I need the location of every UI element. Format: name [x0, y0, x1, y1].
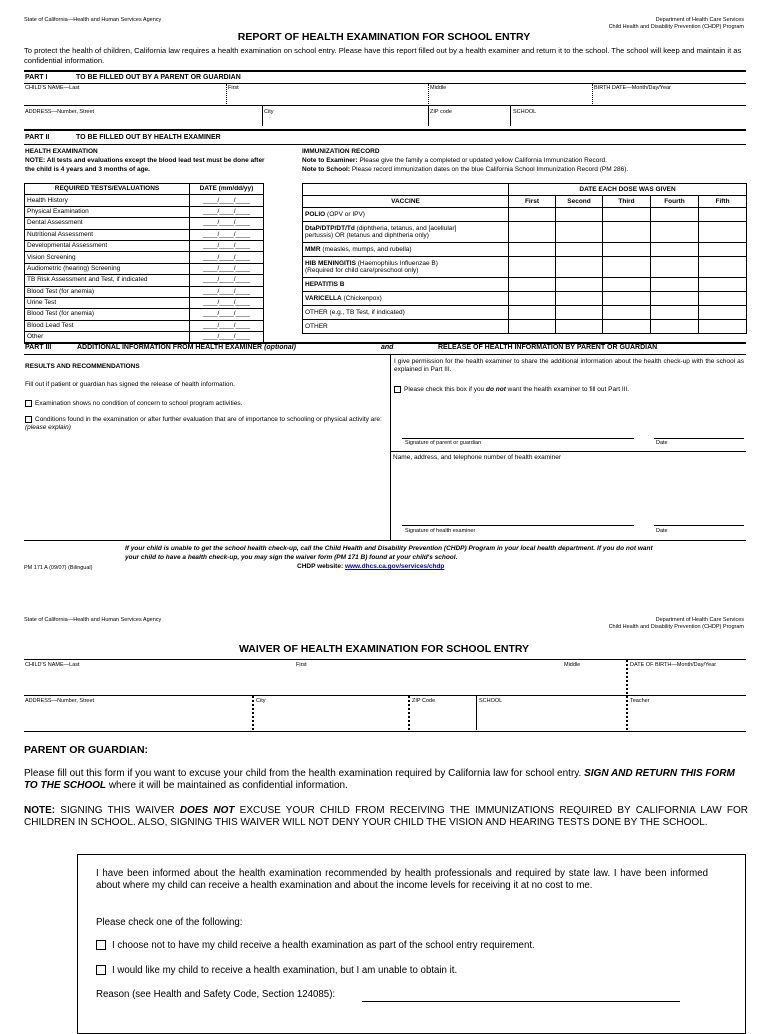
checkbox[interactable] — [96, 940, 106, 950]
test-date-field[interactable]: ____/____/____ — [190, 240, 264, 251]
w-field-first[interactable]: First — [296, 662, 307, 668]
dose-date-cell[interactable] — [509, 222, 556, 243]
dose-date-cell[interactable] — [556, 243, 603, 257]
dose-date-cell[interactable] — [651, 278, 699, 292]
test-date-field[interactable]: ____/____/____ — [190, 309, 264, 320]
date-col-header: DATE (mm/dd/yy) — [190, 184, 264, 195]
checkbox[interactable] — [394, 386, 401, 393]
test-name: Blood Test (for anemia) — [25, 309, 190, 320]
part3-release-title: RELEASE OF HEALTH INFORMATION BY PARENT OR GUARDIAN — [438, 344, 658, 351]
dose-date-cell[interactable] — [556, 208, 603, 222]
test-date-field[interactable]: ____/____/____ — [190, 229, 264, 240]
form2-agency-right-1: Department of Health Care Services — [655, 617, 744, 623]
chdp-website: CHDP website: www.dhcs.ca.gov/services/chdp — [297, 563, 445, 570]
waiver-box-para: I have been informed about the health examination recommended by health professionals and required by state law. I have been informed about where my child can receive a health examination and about the income levels for receiving it at no cost to me. — [96, 868, 708, 891]
test-date-field[interactable]: ____/____/____ — [190, 195, 264, 206]
dose-header: First — [509, 196, 556, 208]
immunization-heading: IMMUNIZATION RECORD — [302, 148, 380, 155]
test-date-field[interactable]: ____/____/____ — [190, 263, 264, 274]
vaccine-row — [303, 292, 747, 306]
waiver-note: NOTE: SIGNING THIS WAIVER DOES NOT EXCUSE YOUR CHILD FROM RECEIVING THE IMMUNIZATIONS REQUIRED BY CALIFORNIA LAW FOR CHILDREN IN SCHOOL. ALSO, SIGNING THIS WAIVER WILL NOT DENY YOUR CHILD THE VISION AND HEARING TESTS DONE BY THE SCHOOL. — [24, 805, 749, 828]
dose-date-cell[interactable] — [699, 222, 747, 243]
dose-date-cell[interactable] — [556, 257, 603, 278]
dose-date-cell[interactable] — [509, 243, 556, 257]
form1-agency-right-2: Child Health and Disability Prevention (CHDP) Program — [608, 24, 744, 30]
dose-date-cell[interactable] — [699, 257, 747, 278]
sig-examiner-date-label[interactable]: Date — [656, 528, 668, 534]
vaccine-col-header: VACCINE — [303, 196, 509, 208]
w-field-school[interactable]: SCHOOL — [479, 698, 503, 704]
dose-date-cell[interactable] — [699, 306, 747, 320]
part3-and: and — [381, 344, 394, 351]
dose-date-cell[interactable] — [699, 243, 747, 257]
dose-date-cell[interactable] — [556, 306, 603, 320]
test-name: Nutritional Assessment — [25, 229, 190, 240]
dose-date-cell[interactable] — [556, 292, 603, 306]
dose-date-cell[interactable] — [651, 306, 699, 320]
w-field-dob[interactable]: DATE OF BIRTH—Month/Day/Year — [630, 662, 717, 668]
test-date-field[interactable]: ____/____/____ — [190, 275, 264, 286]
dose-date-cell[interactable] — [651, 320, 699, 334]
dose-date-cell[interactable] — [651, 243, 699, 257]
field-birth-date[interactable]: BIRTH DATE—Month/Day/Year — [594, 85, 671, 91]
test-date-field[interactable]: ____/____/____ — [190, 320, 264, 331]
immunization-table — [302, 183, 747, 334]
field-zip[interactable]: ZIP code — [430, 109, 452, 115]
dose-date-cell[interactable] — [603, 306, 651, 320]
dose-date-cell[interactable] — [556, 222, 603, 243]
test-name: TB Risk Assessment and Test, if indicated — [25, 275, 190, 286]
test-name: Audiometric (hearing) Screening — [25, 263, 190, 274]
health-exam-heading: HEALTH EXAMINATION — [25, 148, 98, 155]
option-decline-exam[interactable]: I choose not to have my child receive a health examination as part of the school entry requirement. — [96, 940, 535, 951]
dose-header: Second — [556, 196, 603, 208]
form2-agency-right-2: Child Health and Disability Prevention (CHDP) Program — [608, 624, 744, 630]
dose-header: Fourth — [651, 196, 699, 208]
vaccine-name: OTHER — [303, 320, 509, 334]
results-heading: RESULTS AND RECOMMENDATIONS — [25, 363, 140, 370]
dose-date-cell[interactable] — [509, 306, 556, 320]
test-row — [25, 263, 264, 274]
test-name: Other — [25, 332, 190, 343]
vaccine-row — [303, 208, 747, 222]
dose-date-cell[interactable] — [603, 222, 651, 243]
health-exam-note: NOTE: All tests and evaluations except the blood lead test must be done after the child is 4 years and 3 months of age. — [25, 157, 265, 173]
vaccine-row — [303, 320, 747, 334]
results-note: Fill out if patient or guardian has signed the release of health information. — [25, 381, 235, 388]
checkbox[interactable] — [96, 965, 106, 975]
dose-date-cell[interactable] — [651, 257, 699, 278]
form1-code: PM 171 A (09/07) (Bilingual) — [24, 565, 93, 571]
test-name: Blood Test (for anemia) — [25, 286, 190, 297]
w-field-zip[interactable]: ZIP Code — [412, 698, 436, 704]
test-name: Developmental Assessment — [25, 240, 190, 251]
test-name: Health History — [25, 195, 190, 206]
dose-date-cell[interactable] — [651, 208, 699, 222]
form1-title: REPORT OF HEALTH EXAMINATION FOR SCHOOL ENTRY — [237, 31, 531, 43]
form1-intro: To protect the health of children, California law requires a health examination on school entry. Please have this report filled out by a health examiner and return it to the school. The school will keep and maintain it as confidential information. — [24, 46, 742, 65]
dose-date-cell[interactable] — [556, 320, 603, 334]
dose-header: Third — [603, 196, 651, 208]
dose-header: Fifth — [699, 196, 747, 208]
w-field-address[interactable]: ADDRESS—Number, Street — [25, 698, 95, 704]
dose-date-cell[interactable] — [699, 278, 747, 292]
waiver-instructions: Please fill out this form if you want to excuse your child from the health examination required by California law for school entry. SIGN AND RETURN THIS FORM TO THE SCHOOL where it will be maintained as confidential information. — [24, 768, 735, 791]
field-city[interactable]: City — [264, 109, 274, 115]
test-name: Urine Test — [25, 297, 190, 308]
dose-date-cell[interactable] — [603, 278, 651, 292]
vaccine-name: DtaP/DTP/DT/Td (diphtheria, tetanus, and [acellular] pertussis) OR (tetanus and diphtheria only) — [303, 222, 509, 243]
test-name: Dental Assessment — [25, 218, 190, 229]
part3-label: PART III — [25, 344, 52, 351]
vaccine-name: MMR (measles, mumps, and rubella) — [303, 243, 509, 257]
dose-date-cell[interactable] — [699, 292, 747, 306]
field-school[interactable]: SCHOOL — [513, 109, 537, 115]
vaccine-name: POLIO (OPV or IPV) — [303, 208, 509, 222]
vaccine-row — [303, 278, 747, 292]
form1-agency-right-1: Department of Health Care Services — [655, 17, 744, 23]
test-row — [25, 218, 264, 229]
dose-date-cell[interactable] — [509, 208, 556, 222]
dose-date-cell[interactable] — [603, 243, 651, 257]
test-date-field[interactable]: ____/____/____ — [190, 332, 264, 343]
tests-col-header: REQUIRED TESTS/EVALUATIONS — [25, 184, 190, 195]
dose-date-cell[interactable] — [603, 292, 651, 306]
dose-date-cell[interactable] — [509, 278, 556, 292]
test-date-field[interactable]: ____/____/____ — [190, 218, 264, 229]
sig-parent-date-label[interactable]: Date — [656, 440, 668, 446]
field-address[interactable]: ADDRESS—Number, Street — [25, 109, 95, 115]
form2-title: WAIVER OF HEALTH EXAMINATION FOR SCHOOL ENTRY — [238, 643, 530, 655]
dose-date-cell[interactable] — [509, 320, 556, 334]
check-prompt: Please check one of the following: — [96, 917, 243, 928]
test-row — [25, 286, 264, 297]
w-field-city[interactable]: City — [256, 698, 266, 704]
field-first[interactable]: First — [228, 85, 239, 91]
check-conditions[interactable]: Conditions found in the examination or after further evaluation that are of importance to schooling or physical activity are: (please explain) — [25, 416, 382, 432]
w-field-middle[interactable]: Middle — [564, 662, 581, 668]
part2-label: PART II — [25, 134, 50, 141]
parent-guardian-heading: PARENT OR GUARDIAN: — [24, 744, 149, 756]
dose-dates-header: DATE EACH DOSE WAS GIVEN — [509, 184, 747, 196]
part3-title: ADDITIONAL INFORMATION FROM HEALTH EXAMINER (optional) — [77, 344, 296, 351]
dose-date-cell[interactable] — [556, 278, 603, 292]
test-date-field[interactable]: ____/____/____ — [190, 297, 264, 308]
form1-agency-left: State of California—Health and Human Services Agency — [24, 17, 162, 23]
dose-date-cell[interactable] — [603, 257, 651, 278]
vaccine-row — [303, 222, 747, 243]
test-name: Physical Examination — [25, 206, 190, 217]
chdp-link[interactable]: www.dhcs.ca.gov/services/chdp — [344, 563, 445, 570]
checkbox[interactable] — [25, 400, 32, 407]
part2-title: TO BE FILLED OUT BY HEALTH EXAMINER — [76, 134, 221, 141]
test-row — [25, 240, 264, 251]
test-row — [25, 206, 264, 217]
vaccine-name: HIB MENINGITIS (Haemophilus Influenzae B) (Required for child care/preschool only) — [303, 257, 509, 278]
test-name: Vision Screening — [25, 252, 190, 263]
check-no-concern[interactable]: Examination shows no condition of concern to school program activities. — [25, 400, 242, 407]
imm-note-examiner: Note to Examiner: Please give the family a completed or updated yellow California Immunization Record. — [302, 157, 607, 164]
dose-date-cell[interactable] — [651, 292, 699, 306]
imm-note-school: Note to School: Please record immunization dates on the blue California School Immunization Record (PM 286). — [302, 166, 629, 173]
test-row — [25, 252, 264, 263]
dose-date-cell[interactable] — [603, 320, 651, 334]
vaccine-name: VARICELLA (Chickenpox) — [303, 292, 509, 306]
checkbox[interactable] — [25, 416, 32, 423]
test-row — [25, 195, 264, 206]
sig-examiner-label[interactable]: Signature of health examiner — [405, 528, 476, 534]
examiner-info-label[interactable]: Name, address, and telephone number of health examiner — [393, 454, 562, 461]
footer-waiver-note: If your child is unable to get the school health check-up, call the Child Health and Disability Prevention (CHDP) Program in your local health department. If you do not want your child to have a health check-up, you may sign the waiver form (PM 171 B) found at your child's school. — [125, 545, 653, 561]
test-date-field[interactable]: ____/____/____ — [190, 206, 264, 217]
test-row — [25, 320, 264, 331]
dose-date-cell[interactable] — [509, 257, 556, 278]
option-unable-obtain[interactable]: I would like my child to receive a health examination, but I am unable to obtain it. — [96, 965, 457, 976]
vaccine-name: OTHER (e.g., TB Test, if indicated) — [303, 306, 509, 320]
part1-label: PART I — [25, 74, 48, 81]
test-row — [25, 275, 264, 286]
sig-parent-label[interactable]: Signature of parent or guardian — [405, 440, 482, 446]
tests-table — [24, 183, 264, 343]
dose-date-cell[interactable] — [509, 292, 556, 306]
check-do-not-share[interactable]: Please check this box if you do not want the health examiner to fill out Part III. — [394, 386, 629, 393]
permission-text: I give permission for the health examiner to share the additional information about the health check-up with the school as explained in Part III. — [394, 358, 744, 373]
w-field-child-last[interactable]: CHILD'S NAME—Last — [25, 662, 80, 668]
field-middle[interactable]: Middle — [430, 85, 447, 91]
vaccine-row — [303, 257, 747, 278]
vaccine-row — [303, 243, 747, 257]
dose-date-cell[interactable] — [699, 320, 747, 334]
dose-date-cell[interactable] — [651, 222, 699, 243]
test-name: Blood Lead Test — [25, 320, 190, 331]
reason-line[interactable] — [362, 1001, 680, 1002]
field-child-last[interactable]: CHILD'S NAME—Last — [25, 85, 80, 91]
dose-date-cell[interactable] — [699, 208, 747, 222]
test-row — [25, 309, 264, 320]
test-row — [25, 229, 264, 240]
form2-agency-left: State of California—Health and Human Services Agency — [24, 617, 162, 623]
test-date-field[interactable]: ____/____/____ — [190, 286, 264, 297]
test-row — [25, 297, 264, 308]
w-field-teacher[interactable]: Teacher — [630, 698, 650, 704]
vaccine-name: HEPATITIS B — [303, 278, 509, 292]
dose-date-cell[interactable] — [603, 208, 651, 222]
test-date-field[interactable]: ____/____/____ — [190, 252, 264, 263]
reason-label: Reason (see Health and Safety Code, Section 124085): — [96, 989, 336, 1000]
vaccine-row — [303, 306, 747, 320]
part1-title: TO BE FILLED OUT BY A PARENT OR GUARDIAN — [76, 74, 241, 81]
